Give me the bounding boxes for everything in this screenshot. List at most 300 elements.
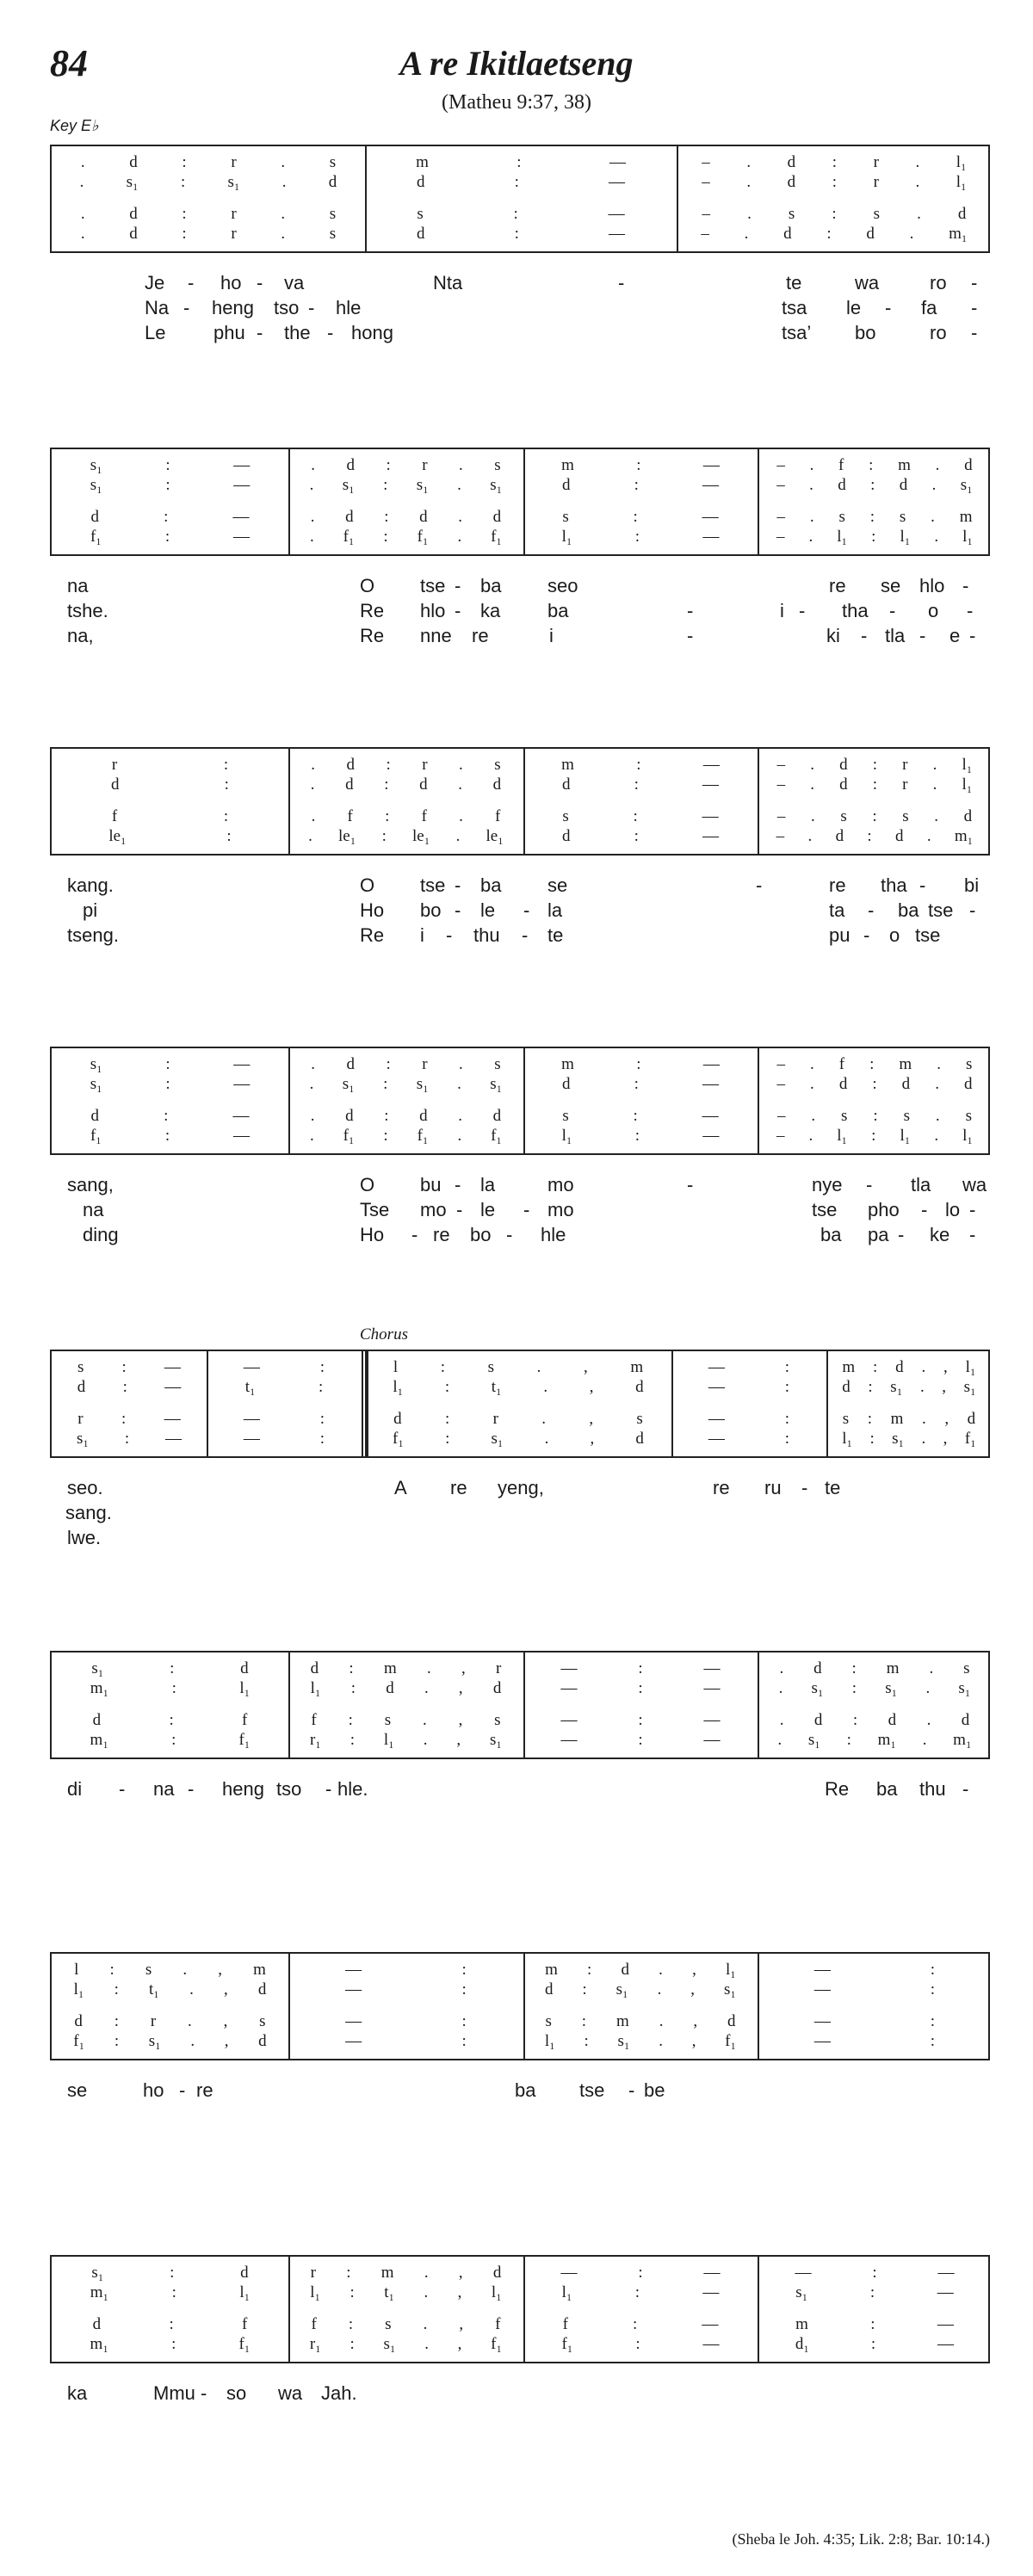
lyric-syllable: seo.: [67, 1477, 103, 1498]
measure-notes: l₁ : —: [561, 528, 720, 546]
lyric-line: [50, 1224, 990, 1249]
lyric-syllable: tse: [420, 575, 446, 596]
measure-notes: — :: [708, 1378, 790, 1396]
lyric-line: [50, 2079, 990, 2104]
lyric-syllable: na: [83, 1199, 104, 1220]
lyric-syllable: -: [119, 1778, 126, 1800]
lyric-syllable: na,: [67, 625, 94, 646]
lyric-syllable: nne: [420, 625, 452, 646]
lyric-syllable: nye: [812, 1174, 843, 1195]
voice-row-1: [52, 1659, 988, 1678]
measure-notes: – . d : d . m₁: [776, 827, 974, 845]
measure-notes: . d : r . s: [80, 205, 337, 223]
lyric-syllable: ba: [820, 1224, 842, 1245]
lyric-syllable: ro: [930, 322, 947, 343]
lyric-syllable: Na: [145, 297, 170, 318]
voice-row-4: [52, 1127, 988, 1146]
lyric-syllable: -: [969, 1224, 976, 1245]
voice-row-3: [52, 1711, 988, 1730]
lyric-syllable: -: [962, 575, 969, 596]
measure-notes: d : s₁ . , s₁: [544, 1980, 736, 1998]
lyric-line: [50, 575, 990, 600]
lyric-line: [50, 625, 990, 650]
lyric-syllable: -: [455, 1174, 461, 1195]
lyric-syllable: i: [420, 924, 424, 946]
lyric-line: [50, 1527, 990, 1552]
lyric-syllable: tshe.: [67, 600, 108, 621]
lyric-syllable: le: [480, 1199, 496, 1220]
measure-notes: — :: [345, 1980, 467, 1998]
measure-notes: — :: [813, 1980, 936, 1998]
voice-row-4: [52, 528, 988, 547]
lyric-syllable: hle.: [337, 1778, 368, 1800]
lyric-syllable: mo: [547, 1174, 574, 1195]
lyric-syllable: -: [967, 600, 974, 621]
lyric-syllable: te: [786, 272, 802, 293]
stave-system-1: [50, 145, 990, 253]
measure-notes: le₁ :: [108, 827, 232, 845]
measure-notes: d : f: [92, 2315, 248, 2333]
lyric-syllable: -: [919, 625, 926, 646]
voice-row-2: [52, 2283, 988, 2302]
stave-system-4: [50, 1047, 990, 1155]
measure-notes: l₁ : t₁ . , l₁: [310, 2283, 502, 2301]
measure-notes: . d : d . d: [779, 1711, 970, 1729]
lyric-syllable: la: [480, 1174, 496, 1195]
lyric-syllable: -: [456, 1199, 463, 1220]
lyric-syllable: -: [201, 2382, 207, 2404]
lyric-syllable: -: [618, 272, 625, 293]
measure-notes: d : s₁ . , s₁: [842, 1378, 976, 1396]
voice-row-4: [52, 1430, 988, 1449]
lyric-syllable: -: [962, 1778, 969, 1800]
lyric-syllable: -: [506, 1224, 513, 1245]
lyric-syllable: thu: [919, 1778, 946, 1800]
voice-row-4: [52, 2335, 988, 2354]
measure-notes: f :: [111, 807, 229, 825]
lyric-syllable: -: [411, 1224, 418, 1245]
voice-row-4: [52, 827, 988, 846]
lyric-syllable: mo: [420, 1199, 447, 1220]
measure-notes: . d : r . s: [311, 1055, 501, 1073]
lyric-syllable: -: [523, 1199, 530, 1220]
measure-notes: d : r . , s: [393, 1410, 643, 1428]
lyric-syllable: -: [325, 1778, 332, 1800]
measure-notes: . s₁ : s₁ . s₁: [778, 1679, 971, 1697]
lyric-syllable: ke: [930, 1224, 950, 1245]
stave-system-3: [50, 747, 990, 856]
voice-row-1: [52, 1358, 988, 1377]
lyric-syllable: bi: [964, 874, 980, 896]
measure-notes: – . s : s . m: [776, 508, 973, 526]
lyric-syllable: re: [450, 1477, 467, 1498]
measure-notes: r₁ : s₁ . , f₁: [309, 2335, 503, 2353]
voice-row-2: [52, 173, 988, 192]
lyric-syllable: Re: [360, 600, 385, 621]
measure-notes: s₁ : —: [90, 1055, 251, 1073]
lyric-syllable: pu: [829, 924, 851, 946]
measure-notes: — : —: [560, 2264, 721, 2282]
measure-notes: d : r . , s: [74, 2012, 266, 2030]
lyric-syllable: Tse: [360, 1199, 390, 1220]
lyric-syllable: ho: [143, 2079, 164, 2101]
lyric-syllable: be: [644, 2079, 665, 2101]
measure-notes: — :: [243, 1358, 325, 1376]
measure-notes: s₁ : d: [91, 1659, 249, 1677]
lyric-syllable: se: [67, 2079, 88, 2101]
voice-row-2: [52, 1679, 988, 1698]
measure-notes: – . d : d . s₁: [776, 476, 973, 494]
measure-notes: — : —: [560, 1659, 721, 1677]
lyric-syllable: le: [480, 899, 496, 921]
lyric-syllable: -: [969, 1199, 976, 1220]
lyric-syllable: sang.: [65, 1502, 112, 1523]
lyric-syllable: bo: [855, 322, 876, 343]
measure-notes: f₁ : —: [90, 1127, 251, 1145]
measure-notes: m₁ : f₁: [90, 1731, 251, 1749]
measure-notes: d : —: [77, 1378, 182, 1396]
lyric-syllable: heng: [212, 297, 254, 318]
lyric-syllable: -: [885, 297, 892, 318]
measure-notes: . s₁ : s₁ . s₁: [309, 476, 503, 494]
measure-notes: . s₁ : s₁ . d: [79, 173, 337, 191]
measure-notes: . s₁ : m₁ . m₁: [777, 1731, 972, 1749]
lyric-syllable: -: [921, 1199, 928, 1220]
lyric-syllable: tsa’: [782, 322, 812, 343]
measure-notes: t₁ :: [244, 1378, 324, 1396]
measure-notes: r :: [111, 756, 229, 774]
measure-notes: m : —: [561, 1055, 720, 1073]
lyrics-system-5: [50, 1477, 990, 1552]
measure-notes: f₁ : s₁ . , d: [73, 2032, 267, 2050]
lyric-syllable: ba: [515, 2079, 536, 2101]
lyric-syllable: -: [522, 924, 529, 946]
lyric-syllable: -: [455, 575, 461, 596]
lyric-syllable: re: [829, 874, 846, 896]
lyric-syllable: ki: [826, 625, 840, 646]
measure-notes: — :: [813, 1961, 936, 1979]
lyric-syllable: la: [547, 899, 563, 921]
measure-notes: m₁ : f₁: [90, 2335, 251, 2353]
measure-notes: – . f : m . d: [776, 456, 973, 474]
lyric-syllable: ho: [220, 272, 242, 293]
voice-row-1: [52, 153, 988, 172]
lyric-syllable: pho: [868, 1199, 900, 1220]
measure-notes: l₁ : t₁ . , d: [393, 1378, 644, 1396]
lyric-syllable: tse: [420, 874, 446, 896]
lyric-line: [50, 924, 990, 949]
lyric-syllable: A: [394, 1477, 407, 1498]
lyrics-system-8: [50, 2382, 990, 2407]
lyric-syllable: le: [846, 297, 862, 318]
lyric-syllable: ta: [829, 899, 845, 921]
measure-notes: . d : d . d: [310, 775, 502, 794]
measure-notes: – . l₁ : l₁ . l₁: [776, 528, 973, 546]
voice-row-1: [52, 2264, 988, 2283]
measure-notes: s₁ : —: [76, 1430, 182, 1448]
lyric-syllable: di: [67, 1778, 83, 1800]
lyric-syllable: -: [628, 2079, 635, 2101]
measure-notes: . le₁ : le₁ . le₁: [308, 827, 504, 845]
lyric-syllable: wa: [278, 2382, 303, 2404]
lyric-line: [50, 1502, 990, 1527]
lyric-syllable: va: [284, 272, 305, 293]
lyric-line: [50, 272, 990, 297]
measure-notes: s₁ : d: [91, 2264, 249, 2282]
lyric-syllable: ba: [898, 899, 919, 921]
stave-system-2: [50, 448, 990, 556]
lyric-syllable: re: [829, 575, 846, 596]
lyrics-system-3: [50, 874, 990, 949]
measure-notes: — : —: [560, 1679, 721, 1697]
measure-notes: f₁ : s₁ . , d: [393, 1430, 644, 1448]
lyric-syllable: -: [188, 272, 195, 293]
lyric-syllable: Nta: [433, 272, 463, 293]
lyric-syllable: -: [327, 322, 334, 343]
lyric-syllable: wa: [855, 272, 880, 293]
measure-notes: s₁ : —: [795, 2283, 954, 2301]
measure-notes: . d : m . s: [779, 1659, 970, 1677]
lyric-syllable: Re: [360, 924, 385, 946]
lyric-syllable: bo: [470, 1224, 492, 1245]
lyric-syllable: -: [866, 1174, 873, 1195]
measure-notes: d : —: [417, 225, 625, 243]
measure-notes: l₁ : —: [561, 1127, 720, 1145]
lyric-syllable: -: [183, 297, 190, 318]
measure-notes: d₁ : —: [795, 2335, 955, 2353]
measure-notes: – . s : s . s: [776, 1107, 972, 1125]
voice-row-2: [52, 775, 988, 794]
lyric-syllable: lo: [945, 1199, 961, 1220]
voice-row-2: [52, 476, 988, 495]
measure-notes: m : d . , l₁: [545, 1961, 736, 1979]
lyric-syllable: ka: [480, 600, 501, 621]
measure-notes: r₁ : l₁ . , s₁: [309, 1731, 502, 1749]
lyric-syllable: tseng.: [67, 924, 119, 946]
lyric-syllable: sang,: [67, 1174, 114, 1195]
lyric-syllable: -: [257, 272, 263, 293]
measure-notes: s : —: [562, 807, 719, 825]
lyric-syllable: Je: [145, 272, 165, 293]
measure-notes: d : —: [90, 1107, 250, 1125]
measure-notes: f : s . , s: [311, 1711, 501, 1729]
measure-notes: — :: [813, 2012, 936, 2030]
lyric-syllable: thu: [473, 924, 500, 946]
measure-notes: – . d : r . l₁: [702, 173, 967, 191]
measure-notes: – . d : r . l₁: [776, 756, 973, 774]
lyric-syllable: re: [196, 2079, 213, 2101]
voice-row-4: [52, 1731, 988, 1750]
lyric-line: [50, 1174, 990, 1199]
lyric-line: [50, 322, 990, 347]
lyric-syllable: hlo: [420, 600, 446, 621]
lyric-syllable: -: [919, 874, 926, 896]
chorus-label: Chorus: [360, 1325, 408, 1344]
lyric-syllable: ding: [83, 1224, 119, 1245]
measure-notes: m : d . , l₁: [842, 1358, 976, 1376]
measure-notes: m₁ : l₁: [90, 1679, 251, 1697]
lyric-syllable: hlo: [919, 575, 945, 596]
lyric-syllable: re: [472, 625, 489, 646]
measure-notes: s₁ : —: [90, 1075, 251, 1093]
voice-row-3: [52, 508, 988, 527]
measure-notes: s : —: [417, 205, 625, 223]
measure-notes: — :: [708, 1410, 790, 1428]
lyric-syllable: -: [687, 625, 694, 646]
lyric-syllable: O: [360, 575, 375, 596]
lyric-syllable: re: [433, 1224, 450, 1245]
lyric-line: [50, 2382, 990, 2407]
lyric-syllable: te: [825, 1477, 841, 1498]
lyric-syllable: -: [455, 874, 461, 896]
lyric-syllable: tse: [915, 924, 941, 946]
measure-notes: d :: [111, 775, 229, 794]
measure-notes: – . d : r . l₁: [776, 775, 973, 794]
lyric-syllable: Re: [825, 1778, 850, 1800]
lyrics-system-1: [50, 272, 990, 347]
measure-notes: — :: [345, 2012, 467, 2030]
measure-notes: – . s : s . d: [702, 205, 967, 223]
lyric-syllable: tha: [881, 874, 907, 896]
measure-notes: . d : d . d: [310, 508, 502, 526]
voice-row-3: [52, 2012, 988, 2031]
hymn-title: A re Ikitlaetseng: [399, 44, 634, 83]
lyric-syllable: ba: [480, 874, 502, 896]
measure-notes: — :: [345, 2032, 467, 2050]
lyrics-system-2: [50, 575, 990, 650]
lyric-syllable: -: [455, 600, 461, 621]
lyric-syllable: kang.: [67, 874, 114, 896]
measure-notes: — :: [243, 1430, 325, 1448]
lyric-syllable: -: [446, 924, 453, 946]
measure-notes: s : m . , d: [842, 1410, 976, 1428]
measure-notes: — :: [813, 2032, 936, 2050]
voice-row-4: [52, 225, 988, 244]
lyric-line: [50, 1778, 990, 1803]
measure-notes: – . s : s . d: [776, 807, 973, 825]
lyric-syllable: fa: [921, 297, 937, 318]
lyric-syllable: bo: [420, 899, 442, 921]
measure-notes: . d : d . d: [310, 1107, 502, 1125]
stave-system-6: [50, 1651, 990, 1759]
lyric-syllable: -: [687, 1174, 694, 1195]
measure-notes: d : m . , r: [310, 1659, 502, 1677]
lyric-syllable: -: [799, 600, 806, 621]
voice-row-1: [52, 1055, 988, 1074]
measure-notes: m : —: [795, 2315, 954, 2333]
lyric-syllable: hle: [541, 1224, 566, 1245]
lyric-syllable: O: [360, 874, 375, 896]
voice-row-4: [52, 2032, 988, 2051]
measure-notes: — :: [345, 1961, 467, 1979]
lyric-syllable: Jah.: [321, 2382, 357, 2404]
lyric-syllable: -: [971, 272, 978, 293]
measure-notes: – . d : d . m₁: [701, 225, 968, 243]
lyric-syllable: -: [188, 1778, 195, 1800]
measure-notes: . d : r . s: [80, 225, 337, 243]
lyric-syllable: -: [861, 625, 868, 646]
lyric-syllable: lwe.: [67, 1527, 102, 1548]
lyric-syllable: tse: [812, 1199, 838, 1220]
measure-notes: s₁ : —: [90, 456, 251, 474]
measure-notes: – . d : d . d: [776, 1075, 973, 1093]
measure-notes: . s₁ : s₁ . s₁: [309, 1075, 503, 1093]
measure-notes: l₁ : —: [561, 2283, 720, 2301]
measure-notes: d : —: [90, 508, 250, 526]
measure-notes: m₁ : l₁: [90, 2283, 251, 2301]
lyric-line: [50, 600, 990, 625]
voice-row-2: [52, 1378, 988, 1397]
lyric-syllable: tso: [274, 297, 300, 318]
lyric-syllable: Le: [145, 322, 166, 343]
measure-notes: f₁ : —: [561, 2335, 720, 2353]
lyric-syllable: -: [523, 899, 530, 921]
measure-notes: s₁ : —: [90, 476, 251, 494]
lyric-syllable: -: [308, 297, 315, 318]
lyric-syllable: ba: [876, 1778, 898, 1800]
lyric-syllable: hle: [336, 297, 362, 318]
lyric-syllable: -: [889, 600, 896, 621]
lyric-syllable: the: [284, 322, 311, 343]
voice-row-3: [52, 2315, 988, 2334]
lyric-syllable: ba: [480, 575, 502, 596]
lyric-syllable: -: [863, 924, 870, 946]
measure-notes: f : —: [562, 2315, 719, 2333]
measure-notes: s : —: [562, 508, 719, 526]
lyric-syllable: na: [67, 575, 89, 596]
scripture-reference: (Matheu 9:37, 38): [442, 91, 591, 114]
measure-notes: — : —: [560, 1731, 721, 1749]
measure-notes: l : s . , m: [393, 1358, 644, 1376]
lyric-syllable: ba: [547, 600, 569, 621]
measure-notes: d : —: [562, 827, 719, 845]
lyric-line: [50, 899, 990, 924]
lyric-syllable: Re: [360, 625, 385, 646]
lyric-syllable: mo: [547, 1199, 574, 1220]
lyric-syllable: -: [969, 899, 976, 921]
measure-notes: . d : r . s: [311, 456, 501, 474]
lyric-syllable: -: [687, 600, 694, 621]
measure-notes: l₁ : d . , d: [310, 1679, 502, 1697]
measure-notes: – . f : m . s: [776, 1055, 973, 1073]
lyric-syllable: bu: [420, 1174, 442, 1195]
lyric-syllable: -: [756, 874, 763, 896]
lyric-syllable: wa: [962, 1174, 987, 1195]
lyric-syllable: tla: [885, 625, 906, 646]
voice-row-1: [52, 756, 988, 775]
lyric-syllable: re: [713, 1477, 730, 1498]
lyric-syllable: na: [153, 1778, 175, 1800]
measure-notes: m : —: [561, 456, 720, 474]
measure-notes: d : —: [562, 775, 719, 794]
page-number: 84: [50, 42, 88, 84]
measure-notes: f₁ : —: [90, 528, 251, 546]
measure-notes: – . d : r . l₁: [702, 153, 967, 171]
lyric-syllable: O: [360, 1174, 375, 1195]
measure-notes: r : m . , d: [310, 2264, 502, 2282]
measure-notes: m : —: [561, 756, 720, 774]
lyric-syllable: yeng,: [498, 1477, 544, 1498]
measure-notes: . d : r . s: [311, 756, 501, 774]
lyric-syllable: -: [898, 1224, 905, 1245]
lyrics-system-7: [50, 2079, 990, 2104]
lyric-syllable: tla: [911, 1174, 931, 1195]
stave-system-8: [50, 2255, 990, 2363]
lyric-syllable: tsa: [782, 297, 807, 318]
lyrics-system-4: [50, 1174, 990, 1249]
stave-system-7: [50, 1952, 990, 2060]
voice-row-2: [52, 1075, 988, 1094]
